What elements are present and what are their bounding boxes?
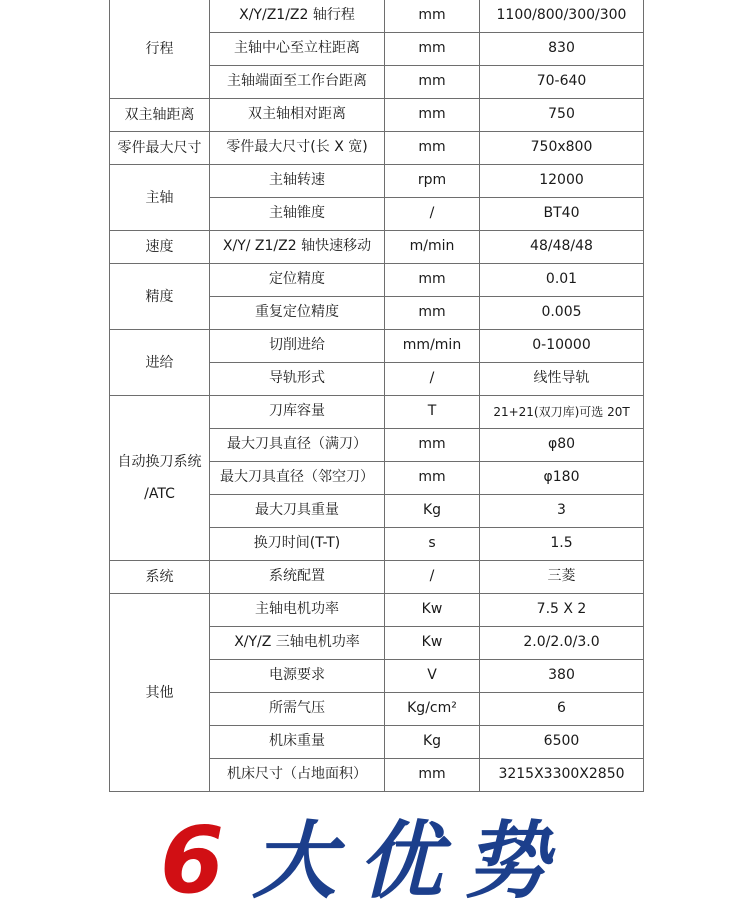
spec-value: 3: [480, 495, 644, 528]
spec-row: [110, 561, 644, 594]
spec-unit: Kw: [385, 627, 480, 660]
spec-item: X/Y/Z1/Z2 轴行程: [210, 0, 385, 33]
spec-value: 2.0/2.0/3.0: [480, 627, 644, 660]
spec-unit: mm: [385, 264, 480, 297]
spec-category-cell: [110, 330, 210, 396]
spec-item: 主轴电机功率: [210, 594, 385, 627]
spec-unit: s: [385, 528, 480, 561]
spec-item: 机床尺寸（占地面积）: [210, 759, 385, 792]
spec-table-body: [110, 0, 644, 792]
spec-row: [110, 396, 644, 429]
spec-category-label: 进给: [145, 354, 174, 371]
spec-unit: Kg: [385, 726, 480, 759]
spec-unit: mm: [385, 132, 480, 165]
spec-unit: mm: [385, 0, 480, 33]
spec-category-label: 主轴: [145, 189, 174, 206]
spec-unit: mm/min: [385, 330, 480, 363]
spec-value: 750: [480, 99, 644, 132]
spec-item: 最大刀具重量: [210, 495, 385, 528]
spec-category-cell: [110, 132, 210, 165]
spec-unit: /: [385, 198, 480, 231]
spec-value: 3215X3300X2850: [480, 759, 644, 792]
spec-unit: mm: [385, 66, 480, 99]
spec-value: 1100/800/300/300: [480, 0, 644, 33]
spec-value: 6: [480, 693, 644, 726]
spec-table: [109, 0, 644, 792]
spec-item: X/Y/Z 三轴电机功率: [210, 627, 385, 660]
spec-value: BT40: [480, 198, 644, 231]
spec-category-cell: [110, 594, 210, 792]
spec-item: 主轴转速: [210, 165, 385, 198]
spec-item: 主轴锥度: [210, 198, 385, 231]
spec-value: 1.5: [480, 528, 644, 561]
spec-category-label: 双主轴距离: [124, 107, 195, 123]
spec-unit: mm: [385, 759, 480, 792]
spec-row: [110, 594, 644, 627]
spec-value: 6500: [480, 726, 644, 759]
spec-value: 380: [480, 660, 644, 693]
spec-value: 750x800: [480, 132, 644, 165]
spec-row: [110, 0, 644, 33]
spec-category-cell: [110, 165, 210, 231]
spec-category-label: 精度: [145, 288, 174, 305]
spec-item: 刀库容量: [210, 396, 385, 429]
spec-item: 重复定位精度: [210, 297, 385, 330]
spec-category-cell: [110, 561, 210, 594]
spec-item: 导轨形式: [210, 363, 385, 396]
banner-char-you: 优: [358, 812, 443, 910]
spec-category-label: 其他: [145, 684, 174, 701]
spec-item: 零件最大尺寸(长 X 宽): [210, 132, 385, 165]
spec-unit: /: [385, 561, 480, 594]
spec-item: 双主轴相对距离: [210, 99, 385, 132]
spec-row: [110, 231, 644, 264]
spec-unit: mm: [385, 33, 480, 66]
spec-row: [110, 165, 644, 198]
spec-item: X/Y/ Z1/Z2 轴快速移动: [210, 231, 385, 264]
spec-value: 70-640: [480, 66, 644, 99]
spec-item: 最大刀具直径（满刀）: [210, 429, 385, 462]
spec-item: 主轴中心至立柱距离: [210, 33, 385, 66]
spec-category-cell: [110, 231, 210, 264]
spec-value: φ180: [480, 462, 644, 495]
banner-char-shi: 势: [464, 812, 549, 910]
spec-category-label: 自动换刀系统 /ATC: [117, 454, 202, 502]
spec-item: 主轴端面至工作台距离: [210, 66, 385, 99]
spec-item: 定位精度: [210, 264, 385, 297]
spec-item: 电源要求: [210, 660, 385, 693]
spec-row: [110, 264, 644, 297]
spec-value: 0-10000: [480, 330, 644, 363]
spec-value: 12000: [480, 165, 644, 198]
spec-unit: m/min: [385, 231, 480, 264]
spec-unit: V: [385, 660, 480, 693]
spec-value: 7.5 X 2: [480, 594, 644, 627]
spec-unit: mm: [385, 99, 480, 132]
spec-value: 线性导轨: [480, 363, 644, 396]
spec-value: 830: [480, 33, 644, 66]
spec-item: 所需气压: [210, 693, 385, 726]
spec-row: [110, 330, 644, 363]
spec-unit: mm: [385, 297, 480, 330]
spec-row: [110, 99, 644, 132]
banner-number: 6: [160, 807, 223, 914]
spec-unit: /: [385, 363, 480, 396]
spec-value: 0.005: [480, 297, 644, 330]
spec-unit: Kg/cm²: [385, 693, 480, 726]
spec-item: 切削进给: [210, 330, 385, 363]
spec-unit: T: [385, 396, 480, 429]
spec-item: 机床重量: [210, 726, 385, 759]
advantages-banner: [160, 807, 750, 915]
spec-value: 21+21(双刀库)可选 20T: [480, 396, 644, 429]
spec-category-cell: [110, 0, 210, 99]
spec-unit: mm: [385, 462, 480, 495]
spec-item: 最大刀具直径（邻空刀）: [210, 462, 385, 495]
spec-unit: Kw: [385, 594, 480, 627]
spec-unit: mm: [385, 429, 480, 462]
spec-item: 系统配置: [210, 561, 385, 594]
spec-value: 0.01: [480, 264, 644, 297]
spec-value: φ80: [480, 429, 644, 462]
spec-category-label: 系统: [145, 569, 174, 585]
spec-category-label: 行程: [145, 41, 174, 57]
spec-category-label: 速度: [145, 239, 174, 255]
spec-category-cell: [110, 264, 210, 330]
spec-category-cell: [110, 396, 210, 561]
spec-value: 三菱: [480, 561, 644, 594]
banner-char-da: 大: [252, 812, 337, 910]
spec-category-cell: [110, 99, 210, 132]
spec-unit: rpm: [385, 165, 480, 198]
spec-row: [110, 132, 644, 165]
spec-category-label: 零件最大尺寸: [117, 140, 202, 156]
spec-item: 换刀时间(T-T): [210, 528, 385, 561]
spec-unit: Kg: [385, 495, 480, 528]
spec-value: 48/48/48: [480, 231, 644, 264]
